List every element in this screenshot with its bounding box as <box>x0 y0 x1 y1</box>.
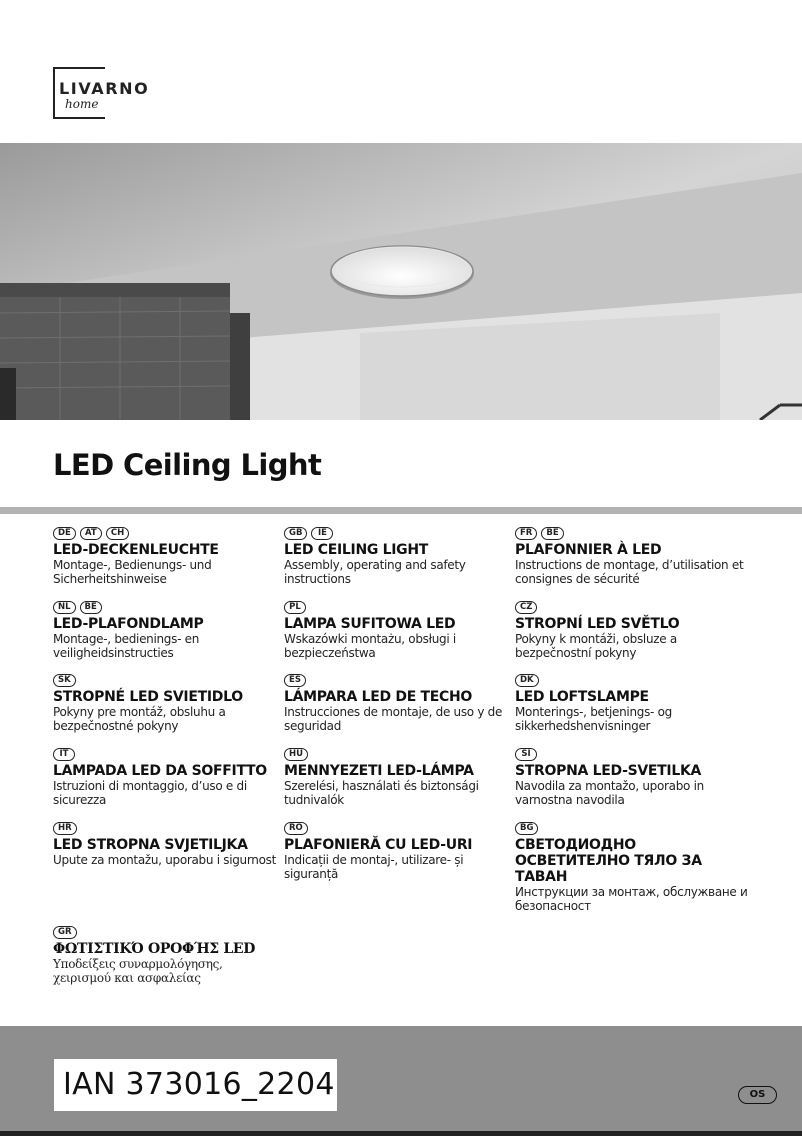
language-block-ro <box>284 822 514 881</box>
country-badge: DE <box>53 527 76 540</box>
language-block-gr <box>53 926 283 985</box>
language-title: LED STROPNA SVJETILJKA <box>53 837 248 853</box>
language-title: STROPNA LED-SVETILKA <box>515 763 702 779</box>
language-block-pl <box>284 601 514 660</box>
language-subtitle: Instructions de montage, d’utilisation et consignes de sécurité <box>515 558 744 586</box>
language-title: MENNYEZETI LED-LÁMPA <box>284 763 474 779</box>
country-badges <box>515 748 745 761</box>
country-badge: FR <box>515 527 537 540</box>
language-block-fr <box>515 527 745 586</box>
country-badge: AT <box>80 527 102 540</box>
logo-brand-sub: home <box>65 97 99 111</box>
country-badge: DK <box>515 674 539 687</box>
country-badges <box>53 748 283 761</box>
country-badge: RO <box>284 822 308 835</box>
language-title: LAMPA SUFITOWA LED <box>284 616 456 632</box>
country-badge: IT <box>53 748 75 761</box>
product-photo <box>0 143 802 420</box>
language-block-it <box>53 748 283 807</box>
country-badges <box>515 527 745 540</box>
country-badges <box>284 748 514 761</box>
language-title: LED LOFTSLAMPE <box>515 689 649 705</box>
language-block-si <box>515 748 745 807</box>
country-badge: BG <box>515 822 538 835</box>
language-block-hu <box>284 748 514 807</box>
country-badge: SI <box>515 748 537 761</box>
country-badges <box>53 527 283 540</box>
language-title: СВЕТОДИОДНО ОСВЕТИТЕЛНО ТЯЛО ЗА ТАВАН <box>515 837 702 885</box>
language-title: ΦΩΤΙΣΤΙΚΌ ΟΡΟΦΉΣ LED <box>53 941 256 957</box>
language-title: STROPNÉ LED SVIETIDLO <box>53 689 243 705</box>
country-badges <box>284 822 514 835</box>
brand-logo <box>53 67 159 119</box>
language-block-nl <box>53 601 283 660</box>
country-badge: HR <box>53 822 77 835</box>
country-badge: HU <box>284 748 308 761</box>
language-title: LED-PLAFONDLAMP <box>53 616 204 632</box>
language-subtitle: Instrucciones de montaje, de uso y de seguridad <box>284 705 503 733</box>
language-block-es <box>284 674 514 733</box>
country-badge: BE <box>541 527 563 540</box>
country-badge: ES <box>284 674 306 687</box>
country-badges <box>284 674 514 687</box>
ian-number: IAN 373016_2204 <box>54 1059 337 1111</box>
language-subtitle: Montage-, bedienings- en veiligheidsinstructies <box>53 632 199 660</box>
language-subtitle: Navodila za montažo, uporabo in varnostna navodila <box>515 779 704 807</box>
country-badge: CH <box>106 527 129 540</box>
product-title: LED Ceiling Light <box>53 448 322 482</box>
language-subtitle: Pokyny pre montáž, obsluhu a bezpečnostné pokyny <box>53 705 226 733</box>
country-code-badge: OS <box>738 1086 777 1104</box>
logo-brand-name: LIVARNO <box>59 79 150 98</box>
country-badges <box>284 527 514 540</box>
language-title: STROPNÍ LED SVĚTLO <box>515 616 680 632</box>
country-badge: BE <box>80 601 102 614</box>
language-title: PLAFONNIER À LED <box>515 542 662 558</box>
country-badges <box>53 926 283 939</box>
bottom-rule <box>0 1131 802 1136</box>
country-badge: CZ <box>515 601 537 614</box>
country-badges <box>515 674 745 687</box>
language-subtitle: Υποδείξεις συναρμολόγησης, χειρισμού και ασφαλείας <box>53 957 223 985</box>
language-block-cz <box>515 601 745 660</box>
country-badge: IE <box>311 527 333 540</box>
language-subtitle: Инструкции за монтаж, обслужване и безопасност <box>515 885 748 913</box>
country-badge: PL <box>284 601 306 614</box>
country-badge: NL <box>53 601 76 614</box>
language-title: LED CEILING LIGHT <box>284 542 429 558</box>
country-badges <box>53 822 283 835</box>
language-subtitle: Pokyny k montáži, obsluze a bezpečnostní pokyny <box>515 632 677 660</box>
language-subtitle: Istruzioni di montaggio, d’uso e di sicurezza <box>53 779 247 807</box>
country-badge: GB <box>284 527 307 540</box>
language-subtitle: Upute za montažu, uporabu i sigurnost <box>53 853 276 867</box>
language-block-de <box>53 527 283 586</box>
country-badge: GR <box>53 926 77 939</box>
language-subtitle: Indicații de montaj-, utilizare- și siguranță <box>284 853 464 881</box>
language-block-sk <box>53 674 283 733</box>
country-badges <box>53 674 283 687</box>
language-title: LED-DECKENLEUCHTE <box>53 542 219 558</box>
language-subtitle: Monterings-, betjenings- og sikkerhedshenvisninger <box>515 705 672 733</box>
country-badges <box>515 601 745 614</box>
language-subtitle: Szerelési, használati és biztonsági tudnivalók <box>284 779 479 807</box>
language-block-dk <box>515 674 745 733</box>
language-subtitle: Assembly, operating and safety instructions <box>284 558 466 586</box>
section-divider <box>0 507 802 514</box>
language-title: LAMPADA LED DA SOFFITTO <box>53 763 267 779</box>
language-block-hr <box>53 822 283 867</box>
language-subtitle: Montage-, Bedienungs- und Sicherheitshinweise <box>53 558 212 586</box>
country-badges <box>53 601 283 614</box>
language-subtitle: Wskazówki montażu, obsługi i bezpieczeństwa <box>284 632 456 660</box>
footer-band <box>0 1026 802 1136</box>
country-badges <box>284 601 514 614</box>
country-badge: SK <box>53 674 76 687</box>
language-block-bg <box>515 822 755 913</box>
language-title: PLAFONIERĂ CU LED-URI <box>284 837 473 853</box>
country-badges <box>515 822 755 835</box>
language-block-gb <box>284 527 514 586</box>
language-title: LÁMPARA LED DE TECHO <box>284 689 473 705</box>
